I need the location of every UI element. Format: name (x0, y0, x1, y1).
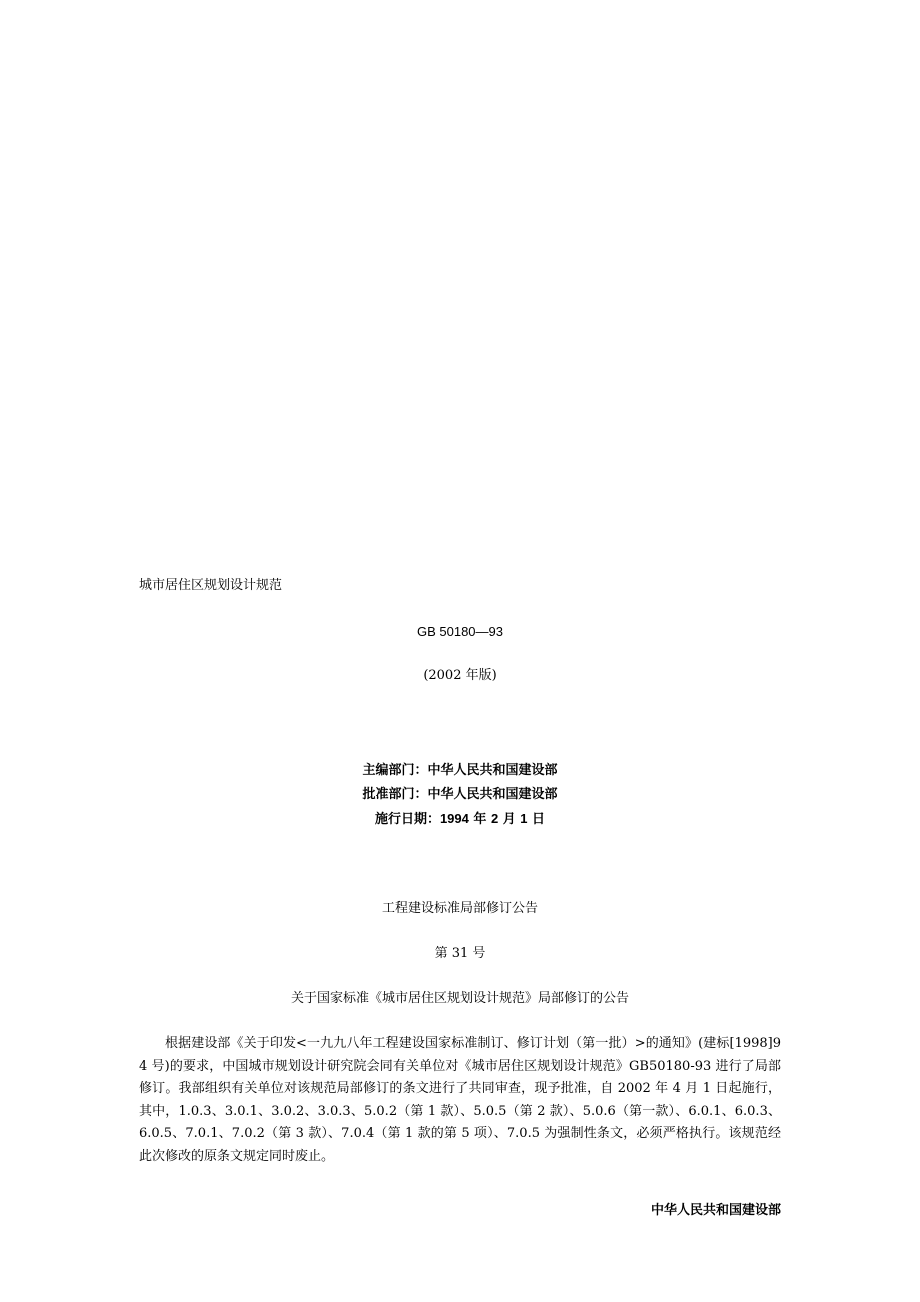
effective-date-line (139, 807, 781, 832)
document-title: 城市居住区规划设计规范 (139, 578, 283, 593)
effective-date-label: 施行日期： (374, 812, 440, 827)
standard-code: GB 50180—93 (416, 624, 503, 639)
effective-day: 1 (520, 811, 528, 826)
edition-label: (2002 年版) (423, 668, 497, 683)
approver-label: 批准部门： (362, 787, 428, 802)
announcement-number: 第 31 号 (434, 946, 486, 961)
editor-line (139, 759, 781, 783)
effective-year: 1994 (439, 811, 469, 826)
effective-year-unit: 年 (473, 812, 487, 827)
effective-month: 2 (490, 811, 499, 826)
issuer-signature: 中华人民共和国建设部 (650, 1203, 781, 1218)
editor-label: 主编部门： (362, 763, 428, 778)
announcement-title: 工程建设标准局部修订公告 (381, 901, 538, 916)
effective-month-unit: 月 (502, 812, 516, 827)
publication-meta (139, 759, 781, 832)
editor-value: 中华人民共和国建设部 (427, 763, 558, 778)
effective-day-unit: 日 (532, 812, 546, 827)
approver-line (139, 783, 781, 807)
announcement-heading: 关于国家标准《城市居住区规划设计规范》局部修订的公告 (290, 991, 629, 1006)
announcement-body: 根据建设部《关于印发<一九九八年工程建设国家标准制订、修订计划（第一批）>的通知》(建标[1998]94 号)的要求，中国城市规划设计研究院会同有关单位对《城市居住区规划设计规范》GB50180-93 进行了局部修订。我部组织有关单位对该规范局部修订的条文进行了共同审查，现予批准，自 2002 年 4 月 1 日起施行，其中，1.0.3、3.0.1、3.0.2、3.0.3、5.0.2（第 1 款）、5.0.5（第 2 款）、5.0.6（第一款）、6.0.1、6.0.3、6.0.5、7.0.1、7.0.2（第 3 款）、7.0.4（第 1 款的第 5 项）、7.0.5 为强制性条文，必须严格执行。该规范经此次修改的原条文规定同时废止。 (139, 1036, 781, 1164)
approver-value: 中华人民共和国建设部 (427, 787, 558, 802)
